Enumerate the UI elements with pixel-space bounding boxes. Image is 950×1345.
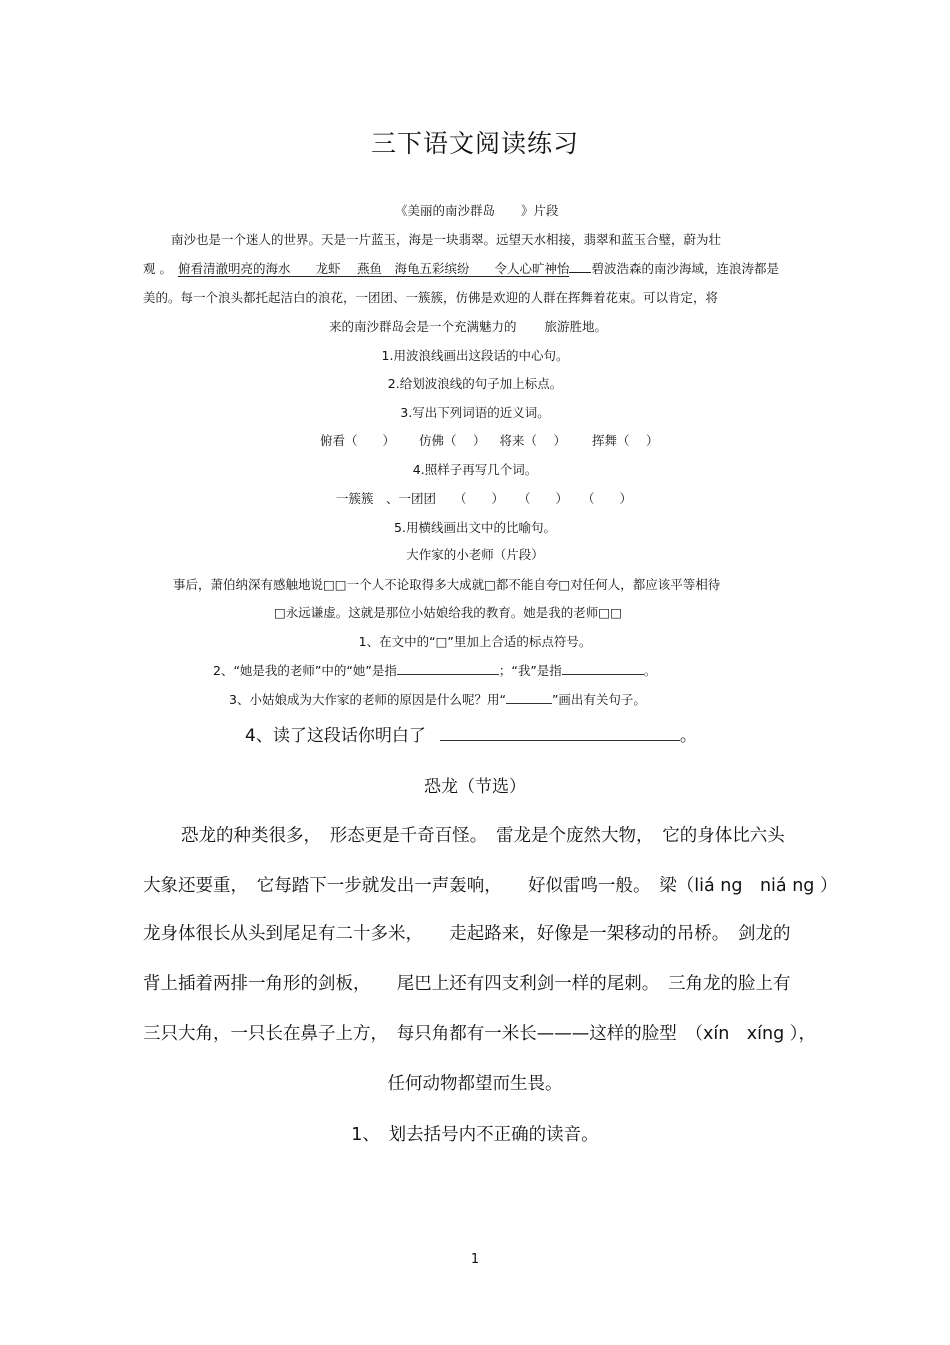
passage2-heading: 大作家的小老师（片段） bbox=[406, 547, 544, 562]
passage1-question-2: 2.给划波浪线的句子加上标点。 bbox=[387, 376, 563, 391]
passage1-question-5: 5.用横线画出文中的比喻句。 bbox=[394, 520, 556, 535]
passage1-heading bbox=[395, 201, 559, 219]
passage1-question-4: 4.照样子再写几个词。 bbox=[412, 462, 538, 477]
synonym-item: 仿佛（ ） bbox=[419, 433, 486, 448]
passage2-line2: □永远谦虚。这就是那位小姑娘给我的教育。她是我的老师□□ bbox=[274, 605, 622, 620]
passage2-question-4 bbox=[245, 721, 697, 746]
passage3-heading: 恐龙（节选） bbox=[424, 777, 526, 797]
word-pattern-blank: （ ） bbox=[454, 491, 505, 506]
synonym-words bbox=[320, 431, 658, 449]
passage2-question-1: 1、在文中的“□”里加上合适的标点符号。 bbox=[358, 634, 592, 649]
passage2-question-3-a: 3、小姑娘成为大作家的老师的原因是什么呢？用“ bbox=[229, 692, 506, 707]
page-title: 三下语文阅读练习 bbox=[370, 129, 579, 158]
passage2-question-3-b: ”画出有关句子。 bbox=[551, 692, 646, 707]
passage2-question-3 bbox=[229, 690, 646, 708]
passage1-line2-prefix: 观 。 bbox=[143, 261, 172, 276]
passage2-question-2-b: ；“我”是指 bbox=[498, 663, 562, 678]
passage1-question-3: 3.写出下列词语的近义词。 bbox=[400, 405, 550, 420]
synonym-item: 将来（ ） bbox=[499, 433, 566, 448]
passage1-line3: 美的。每一个浪头都托起洁白的浪花，一团团、一簇簇，仿佛是欢迎的人群在挥舞着花束。可以肯定，将 bbox=[143, 290, 719, 305]
synonym-item: 挥舞（ ） bbox=[591, 433, 659, 448]
synonym-item: 俯看（ ） bbox=[320, 433, 396, 448]
passage1-heading-right: 》片段 bbox=[521, 203, 559, 218]
passage1-line4 bbox=[329, 317, 607, 335]
word-pattern-row bbox=[336, 489, 632, 507]
passage1-line1: 南沙也是一个迷人的世界。天是一片蓝玉，海是一块翡翠。远望天水相接，翡翠和蓝玉合璧，蔚为壮 bbox=[171, 232, 722, 247]
passage3-line6: 任何动物都望而生畏。 bbox=[387, 1074, 563, 1094]
passage2-line1: 事后，萧伯纳深有感触地说□□一个人不论取得多大成就□都不能自夸□对任何人，都应该平等相待 bbox=[173, 577, 721, 592]
page-number: 1 bbox=[470, 1252, 480, 1267]
passage3-line5: 三只大角，一只长在鼻子上方， 每只角都有一米长———这样的脸型 （xín xíng ）， bbox=[143, 1024, 817, 1044]
answer-blank[interactable] bbox=[440, 740, 680, 741]
line-style-sample bbox=[506, 703, 552, 704]
passage2-question-2-c: 。 bbox=[643, 663, 657, 678]
passage3-line4: 背上插着两排一角形的剑板， 尾巴上还有四支利剑一样的尾刺。 三角龙的脸上有 bbox=[143, 974, 791, 994]
passage1-heading-left: 《美丽的南沙群岛 bbox=[395, 203, 496, 218]
passage3-line2: 大象还要重， 它每踏下一步就发出一声轰响， 好似雷鸣一般。 梁（liá ng niá ng ） bbox=[143, 876, 838, 896]
passage1-line2-rest: 碧波浩森的南沙海域，连浪涛都是 bbox=[591, 261, 779, 276]
passage2-question-2-a: 2、“她是我的老师”中的“她”是指 bbox=[213, 663, 397, 678]
passage1-line2 bbox=[143, 259, 779, 277]
passage1-underlined-sentence: 俯看清澈明亮的海水 龙虾 燕鱼 海龟五彩缤纷 令人心旷神怡 bbox=[177, 261, 570, 276]
answer-blank[interactable] bbox=[562, 674, 644, 675]
passage1-question-1: 1.用波浪线画出这段话的中心句。 bbox=[381, 348, 569, 363]
passage2-question-4-b: 。 bbox=[679, 726, 697, 746]
word-pattern-blank: （ ） bbox=[518, 491, 569, 506]
passage3-question-1: 1、 划去括号内不正确的读音。 bbox=[351, 1125, 599, 1145]
passage2-question-2 bbox=[213, 661, 656, 679]
passage2-question-4-a: 4、读了这段话你明白了 bbox=[245, 726, 426, 746]
word-pattern-example: 一簇簇 、一团团 bbox=[336, 491, 437, 506]
passage1-line4-b: 旅游胜地。 bbox=[544, 319, 608, 334]
passage3-line1: 恐龙的种类很多， 形态更是千奇百怪。 雷龙是个庞然大物， 它的身体比六头 bbox=[181, 826, 785, 846]
word-pattern-blank: （ ） bbox=[582, 491, 633, 506]
passage1-line4-a: 来的南沙群岛会是一个充满魅力的 bbox=[329, 319, 517, 334]
answer-blank[interactable] bbox=[397, 674, 499, 675]
passage3-line3: 龙身体很长从头到尾足有二十多米， 走起路来，好像是一架移动的吊桥。 剑龙的 bbox=[143, 924, 791, 944]
